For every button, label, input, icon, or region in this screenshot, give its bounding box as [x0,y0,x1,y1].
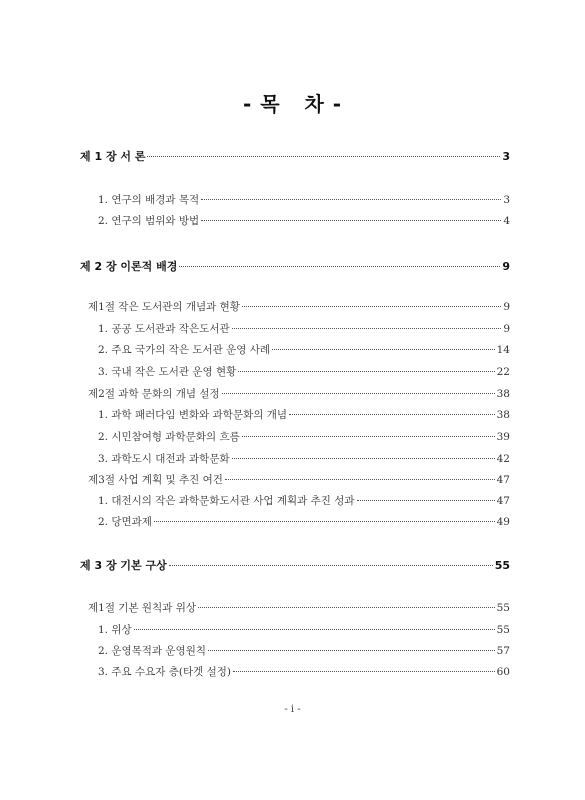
toc-entry-page: 47 [496,474,510,486]
toc-entry-page: 3 [502,150,510,163]
toc-entry-page: 60 [496,666,510,678]
toc-chapter-row [80,148,510,164]
toc-entry-page: 57 [496,645,510,657]
toc-entry-page: 55 [496,602,510,614]
dot-leader [147,156,500,157]
dot-leader [179,266,500,267]
toc-entry-label: 2. 주요 국가의 작은 도서관 운영 사례 [98,344,271,356]
dot-leader [233,671,495,672]
toc-entry-label: 제 1 장 서 론 [80,150,146,163]
page-number-footer: - i - [284,704,301,715]
toc-entry-page: 47 [496,495,510,507]
toc-entry-label: 2. 당면과제 [98,516,152,528]
dot-leader [238,371,494,372]
dot-leader [232,328,502,329]
toc-entry-page: 38 [496,388,510,400]
toc-entry-page: 39 [496,431,510,443]
toc-entry-label: 1. 연구의 배경과 목적 [98,194,200,206]
toc-item-row [98,321,510,336]
dot-leader [242,436,495,437]
toc-entry-label: 제 3 장 기본 구상 [80,559,167,572]
toc-entry-page: 4 [503,215,510,227]
toc-entry-page: 9 [502,260,510,273]
toc-item-row [98,643,510,658]
toc-chapter-row [80,258,510,274]
toc-entry-label: 제 2 장 이론적 배경 [80,260,178,273]
toc-entry-label: 제3절 사업 계획 및 추진 여건 [88,474,223,486]
toc-item-row [98,213,510,228]
toc-section-row [88,600,510,615]
toc-section-row [88,386,510,401]
dot-leader [222,393,495,394]
dot-leader [154,521,495,522]
page-title: - 목 차 - [242,92,343,116]
toc-entry-label: 3. 과학도시 대전과 과학문화 [98,453,230,465]
toc-entry-page: 42 [496,453,510,465]
toc-entry-page: 22 [496,366,510,378]
toc-entry-page: 49 [496,516,510,528]
toc-entry-label: 1. 위상 [98,624,132,636]
toc-entry-label: 제1절 작은 도서관의 개념과 현황 [88,301,240,313]
toc-item-row [98,451,510,466]
dot-leader [242,306,501,307]
dot-leader [208,650,495,651]
dot-leader [201,220,501,221]
toc-entry-label: 2. 시민참여형 과학문화의 흐름 [98,431,240,443]
toc-item-row [98,493,510,508]
dot-leader [134,629,495,630]
toc-entry-label: 1. 과학 패러다임 변화와 과학문화의 개념 [98,409,287,421]
toc-entry-label: 1. 대전시의 작은 과학문화도서관 사업 계획과 추진 성과 [98,495,355,507]
toc-entry-page: 9 [503,301,510,313]
toc-section-row [88,299,510,314]
toc-item-row [98,342,510,357]
toc-item-row [98,622,510,637]
dot-leader [232,458,495,459]
toc-entry-label: 제2절 과학 문화의 개념 설정 [88,388,220,400]
dot-leader [169,565,493,566]
toc-item-row [98,664,510,679]
toc-entry-label: 1. 공공 도서관과 작은도서관 [98,323,230,335]
toc-item-row [98,429,510,444]
toc-entry-page: 14 [496,344,510,356]
toc-section-row [88,472,510,487]
toc-item-row [98,407,510,422]
toc-item-row [98,514,510,529]
toc-chapter-row [80,557,510,573]
toc-entry-page: 3 [503,194,510,206]
toc-entry-label: 3. 주요 수요자 층(타겟 설정) [98,666,231,678]
toc-entry-label: 2. 연구의 범위와 방법 [98,215,200,227]
toc-entry-label: 2. 운영목적과 운영원칙 [98,645,206,657]
toc-entry-page: 55 [494,559,510,572]
toc-entry-label: 3. 국내 작은 도서관 운영 현황 [98,366,237,378]
dot-leader [289,414,495,415]
dot-leader [357,500,495,501]
toc-entry-page: 9 [503,323,510,335]
toc-entry-page: 38 [496,409,510,421]
dot-leader [201,199,501,200]
dot-leader [272,349,495,350]
dot-leader [198,607,495,608]
toc-entry-label: 제1절 기본 원칙과 위상 [88,602,196,614]
toc-item-row [98,192,510,207]
toc-item-row [98,364,510,379]
dot-leader [225,479,495,480]
toc-entry-page: 55 [496,624,510,636]
